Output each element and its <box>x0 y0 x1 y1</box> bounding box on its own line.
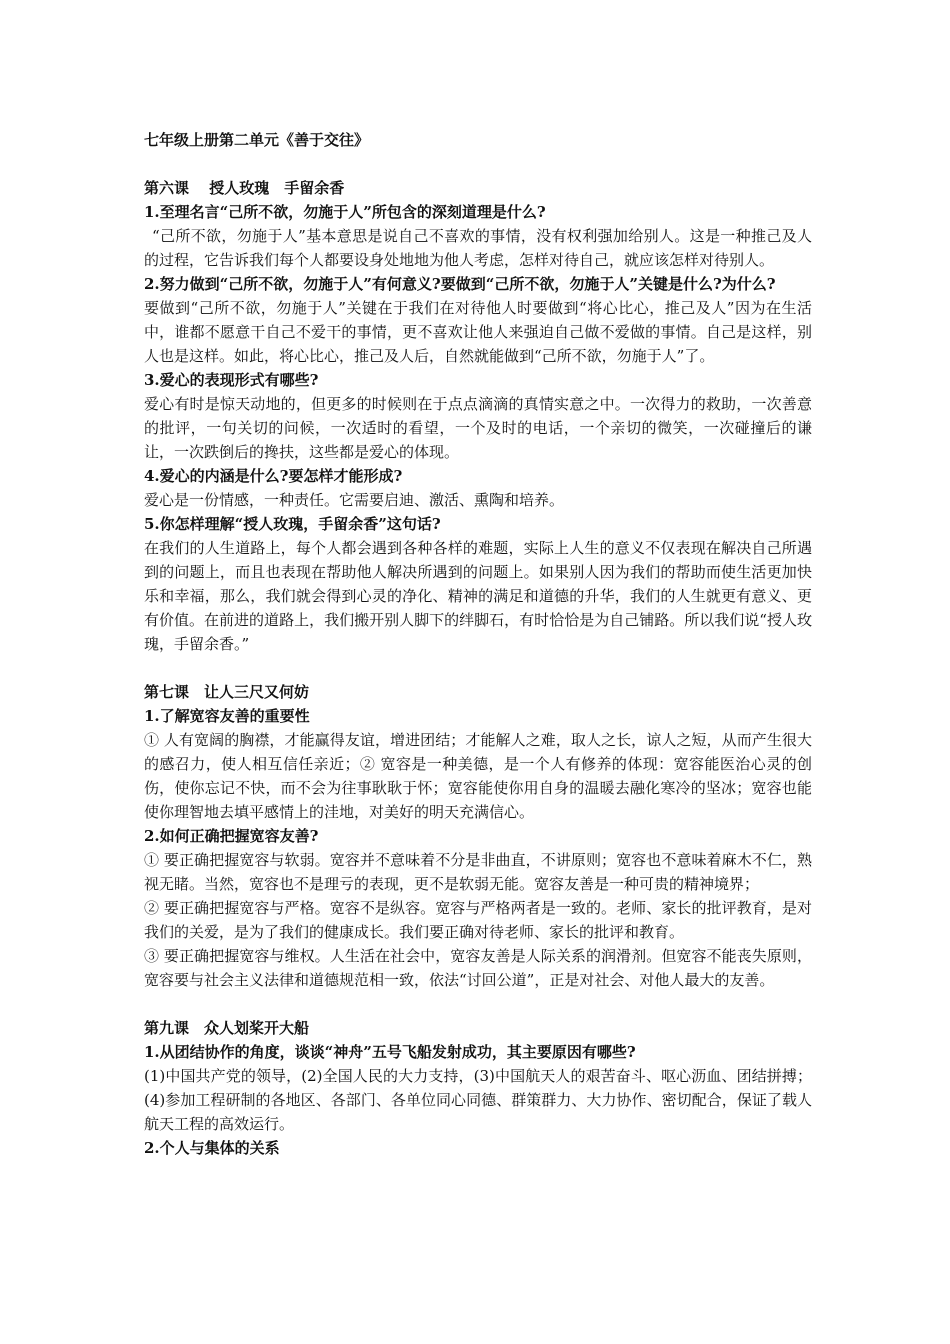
answer: 爱心有时是惊天动地的，但更多的时候则在于点点滴滴的真情实意之中。一次得力的救助，一次善意的批评，一句关切的问候，一次适时的看望，一个及时的电话，一个亲切的微笑，一次碰撞后的谦让，一次跌倒后的搀扶，这些都是爱心的体现。 <box>144 395 812 461</box>
question: 2.如何正确把握宽容友善? <box>144 827 319 845</box>
answer: (1)中国共产党的领导，(2)全国人民的大力支持，(3)中国航天人的艰苦奋斗、呕心沥血、团结拼搏；(4)参加工程研制的各地区、各部门、各单位同心同德、群策群力、大力协作、密切配合，保证了载人航天工程的高效运行。 <box>144 1067 812 1133</box>
answer: ① 要正确把握宽容与软弱。宽容并不意味着不分是非曲直，不讲原则；宽容也不意味着麻木不仁，熟视无睹。当然，宽容也不是理亏的表现，更不是软弱无能。宽容友善是一种可贵的精神境界； <box>144 851 812 893</box>
document-title: 七年级上册第二单元《善于交往》 <box>144 131 370 149</box>
lesson-6 <box>144 176 812 656</box>
lesson-title: 第六课 授人玫瑰 手留余香 <box>144 179 345 197</box>
question: 3.爱心的表现形式有哪些? <box>144 371 319 389</box>
answer: “己所不欲，勿施于人”基本意思是说自己不喜欢的事情，没有权利强加给别人。这是一种推己及人的过程，它告诉我们每个人都要设身处地地为他人考虑，怎样对待自己，就应该怎样对待别人。 <box>144 227 812 269</box>
lesson-title: 第九课 众人划桨开大船 <box>144 1019 310 1037</box>
lesson-7 <box>144 680 812 992</box>
question: 2.个人与集体的关系 <box>144 1139 280 1157</box>
answer: ① 人有宽阔的胸襟，才能赢得友谊，增进团结；才能解人之难，取人之长，谅人之短，从而产生很大的感召力，使人相互信任亲近；② 宽容是一种美德，是一个人有修养的体现：宽容能医治心灵的创伤，使你忘记不快，而不会为往事耿耿于怀；宽容能使你用自身的温暖去融化寒冷的坚冰；宽容也能使你理智地去填平感情上的洼地，对美好的明天充满信心。 <box>144 731 812 821</box>
lesson-9 <box>144 1016 812 1160</box>
answer: ② 要正确把握宽容与严格。宽容不是纵容。宽容与严格两者是一致的。老师、家长的批评教育，是对我们的关爱，是为了我们的健康成长。我们要正确对待老师、家长的批评和教育。 <box>144 899 812 941</box>
question: 4.爱心的内涵是什么?要怎样才能形成? <box>144 467 403 485</box>
question: 5.你怎样理解“授人玫瑰，手留余香”这句话? <box>144 515 441 533</box>
document-page <box>144 128 812 1184</box>
answer: ③ 要正确把握宽容与维权。人生活在社会中，宽容友善是人际关系的润滑剂。但宽容不能丧失原则，宽容要与社会主义法律和道德规范相一致，依法“讨回公道”，正是对社会、对他人最大的友善。 <box>144 947 812 989</box>
answer: 在我们的人生道路上，每个人都会遇到各种各样的难题，实际上人生的意义不仅表现在解决自己所遇到的问题上，而且也表现在帮助他人解决所遇到的问题上。如果别人因为我们的帮助而使生活更加快乐和幸福，那么，我们就会得到心灵的净化、精神的满足和道德的升华，我们的人生就更有意义、更有价值。在前进的道路上，我们搬开别人脚下的绊脚石，有时恰恰是为自己铺路。所以我们说“授人玫瑰，手留余香。” <box>144 539 812 653</box>
question: 1.从团结协作的角度，谈谈“神舟”五号飞船发射成功，其主要原因有哪些? <box>144 1043 636 1061</box>
answer: 要做到“己所不欲，勿施于人”关键在于我们在对待他人时要做到“将心比心，推己及人”因为在生活中，谁都不愿意干自己不爱干的事情，更不喜欢让他人来强迫自己做不爱做的事情。自己是这样，别人也是这样。如此，将心比心，推己及人后，自然就能做到“己所不欲，勿施于人”了。 <box>144 299 812 365</box>
question: 1.至理名言“己所不欲，勿施于人”所包含的深刻道理是什么? <box>144 203 546 221</box>
answer: 爱心是一份情感，一种责任。它需要启迪、激活、熏陶和培养。 <box>144 491 565 509</box>
question: 2.努力做到“己所不欲，勿施于人”有何意义?要做到“己所不欲，勿施于人”关键是什么?为什么? <box>144 275 776 293</box>
question: 1.了解宽容友善的重要性 <box>144 707 310 725</box>
lesson-title: 第七课 让人三尺又何妨 <box>144 683 310 701</box>
